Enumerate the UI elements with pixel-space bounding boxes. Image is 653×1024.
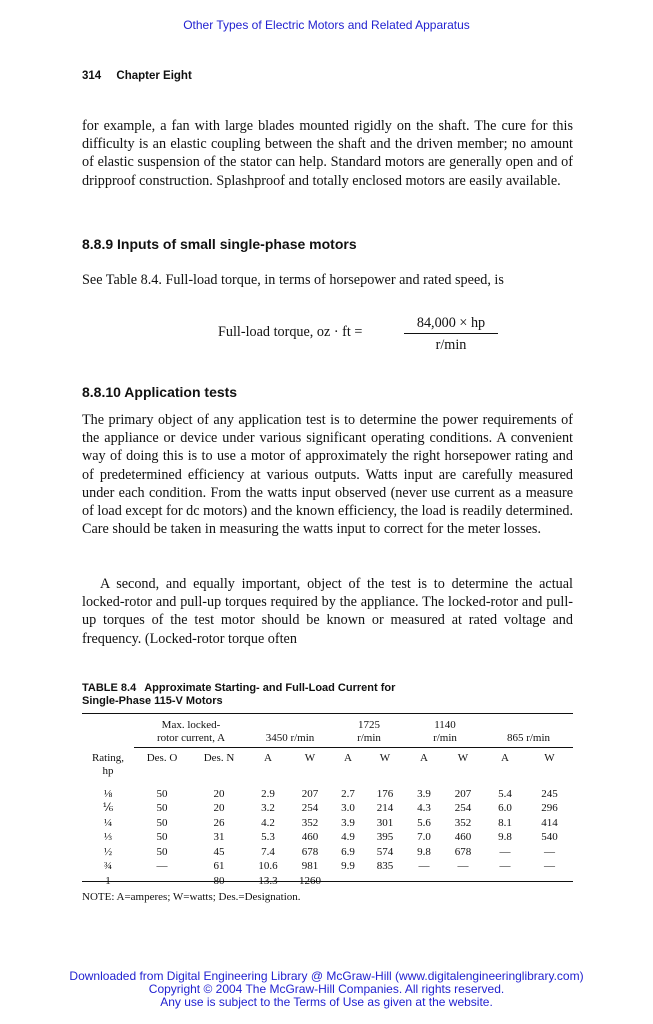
table-cell: 678 (301, 845, 319, 858)
table-cell: 9.8 (417, 845, 431, 858)
rating-cell: ⅛ (103, 787, 113, 800)
page-number: 314 (82, 70, 102, 82)
header-des-n: Des. N (190, 748, 248, 766)
table-cell: 7.4 (261, 845, 275, 858)
header-1140-w: W (442, 748, 484, 766)
table-caption (82, 682, 395, 708)
table-cell: 20 (213, 802, 225, 815)
table-cell: — (379, 874, 391, 887)
table-cell: — (499, 874, 511, 887)
table-cell: 678 (454, 845, 472, 858)
table-cell: — (499, 845, 511, 858)
header-row-3 (82, 748, 573, 766)
header-1725-w: W (364, 748, 406, 766)
header-865-a: A (484, 748, 526, 766)
header-865-w: W (526, 748, 573, 766)
table-cell: 45 (213, 845, 225, 858)
table-cell: 540 (541, 831, 558, 844)
table-cell: 26 (213, 816, 225, 829)
footer-terms-link[interactable]: Any use is subject to the Terms of Use as given at the website. (160, 995, 493, 1009)
table-cell: 835 (376, 860, 394, 873)
table-cell: — (457, 860, 469, 873)
table-cell: 50 (156, 845, 168, 858)
section-heading-8-8-10: 8.8.10 Application tests (82, 384, 238, 400)
table-cell: 5.4 (498, 787, 512, 800)
table-cell: 214 (376, 802, 394, 815)
table-cell: 245 (541, 787, 558, 800)
table-row (82, 781, 573, 802)
header-1725-a: A (332, 748, 364, 766)
header-row-2 (82, 732, 573, 748)
rating-cell: ¾ (103, 860, 113, 873)
rating-cell: ½ (103, 845, 113, 858)
table-cell: 31 (213, 831, 225, 844)
table-cell: 2.7 (341, 787, 355, 800)
header-3450-a: A (248, 748, 288, 766)
table-cell: 3.0 (341, 802, 355, 815)
table-cell: 4.2 (261, 816, 275, 829)
rating-cell: 1 (105, 874, 111, 887)
table-cell: 301 (376, 816, 394, 829)
table-cell: 254 (454, 802, 472, 815)
header-865: 865 r/min (506, 732, 551, 744)
header-1725-line1: 1725 (358, 719, 380, 731)
table-row (82, 816, 573, 831)
table-cell: 3.2 (261, 802, 275, 815)
table-cell: — (499, 860, 511, 873)
formula-denominator: r/min (435, 337, 467, 353)
table-cell: 5.3 (261, 831, 275, 844)
paragraph-8-8-10-a: The primary object of any application test is to determine the power requirements of the appliance or device under various significant operating conditions. A convenient way of doing this is to use a motor of approximately the right horsepower rating and of predetermined efficiency at various outputs. Watts input are carefully measured under each condition. From the watts input observed (never use current as a measure of load except for dc motors) and the known efficiency, the load is readily determined. Care should be taken in measuring the watts input to correct for the meter losses. (82, 412, 573, 538)
table-cell: 352 (301, 816, 319, 829)
table-title-line1: Approximate Starting- and Full-Load Current for (144, 682, 396, 694)
table-cell: 207 (454, 787, 472, 800)
table-bottom-rule (82, 881, 573, 882)
table-cell: — (156, 860, 168, 873)
formula-fraction (404, 313, 498, 354)
table-cell: 5.6 (417, 816, 431, 829)
table-cell: — (156, 874, 168, 887)
table-cell: 9.9 (341, 860, 355, 873)
rating-cell: ⅓ (103, 831, 113, 844)
table-body (82, 781, 573, 889)
table-cell: — (418, 874, 430, 887)
table-cell: 20 (213, 787, 225, 800)
header-3450: 3450 r/min (265, 732, 315, 744)
running-title-link[interactable]: Other Types of Electric Motors and Related Apparatus (183, 18, 470, 32)
table-cell: 207 (301, 787, 319, 800)
table-cell: 4.9 (341, 831, 355, 844)
table-cell: 3.9 (417, 787, 431, 800)
table-cell: 7.0 (417, 831, 431, 844)
table-cell: 254 (301, 802, 319, 815)
formula-lhs: Full-load torque, oz · ft = (218, 324, 363, 340)
table-row (82, 802, 573, 817)
table-cell: 460 (301, 831, 319, 844)
table-cell: 981 (301, 860, 319, 873)
paragraph-8-8-10-b: A second, and equally important, object of the test is to determine the actual locked-rotor and pull-up torques required by the appliance. The locked-rotor and pull-up torques of the test motor should be known or measured at rated voltage and frequency. (Locked-rotor torque often (82, 576, 573, 647)
footer (0, 970, 653, 1009)
table-cell: 50 (156, 802, 168, 815)
table-cell: 8.1 (498, 816, 512, 829)
table-row (82, 831, 573, 846)
page-header (82, 70, 192, 82)
table-cell: 296 (541, 802, 558, 815)
table-cell: — (457, 874, 469, 887)
table-cell: 6.0 (498, 802, 512, 815)
table-cell: 6.9 (341, 845, 355, 858)
current-table (82, 713, 573, 889)
table-cell: 395 (376, 831, 394, 844)
header-rating-line2: hp (102, 765, 114, 777)
table-cell: — (544, 845, 555, 858)
header-1140-a: A (406, 748, 442, 766)
header-locked-line2: rotor current, A (156, 732, 226, 744)
paragraph-intro: for example, a fan with large blades mounted rigidly on the shaft. The cure for this difficulty is an elastic coupling between the shaft and the driven member; no amount of elastic suspension of the stator can help. Standard motors are generally open and of dripproof construction. Splashproof and totally enclosed motors are easily available. (82, 118, 573, 189)
table-cell: 50 (156, 816, 168, 829)
table-cell: 13.3 (258, 874, 278, 887)
header-1140-line2: r/min (433, 732, 457, 744)
footer-download-link[interactable]: Downloaded from Digital Engineering Library @ McGraw-Hill (www.digitalengineeringlibrary.com) (69, 969, 584, 983)
table-cell: — (342, 874, 354, 887)
table-cell: 460 (454, 831, 472, 844)
chapter-label: Chapter Eight (116, 70, 192, 82)
table-note: NOTE: A=amperes; W=watts; Des.=Designation. (82, 891, 301, 903)
table-cell: 4.3 (417, 802, 431, 815)
table-cell: 176 (376, 787, 394, 800)
table-cell: — (418, 860, 430, 873)
header-row-4 (82, 765, 573, 781)
table-label: TABLE 8.4 (82, 682, 137, 694)
paragraph-8-8-9: See Table 8.4. Full-load torque, in terms of horsepower and rated speed, is (82, 272, 504, 288)
table-cell: 61 (213, 860, 225, 873)
table-row (82, 860, 573, 875)
table-cell: 50 (156, 831, 168, 844)
header-row-1 (82, 719, 573, 732)
table-cell: — (544, 860, 555, 873)
table-cell: — (544, 874, 555, 887)
header-rating-line1: Rating, (91, 752, 125, 764)
table-cell: 1260 (299, 874, 321, 887)
table-cell: 10.6 (258, 860, 278, 873)
table-cell: 50 (156, 787, 168, 800)
header-3450-w: W (288, 748, 332, 766)
header-1140-line1: 1140 (434, 719, 456, 731)
table-cell: 80 (213, 874, 225, 887)
rating-cell: ¼ (103, 816, 113, 829)
table-cell: 2.9 (261, 787, 275, 800)
table-cell: 414 (541, 816, 558, 829)
table-cell: 574 (376, 845, 394, 858)
rating-cell: ⅙ (102, 802, 114, 815)
header-locked-line1: Max. locked- (161, 719, 221, 731)
section-heading-8-8-9: 8.8.9 Inputs of small single-phase motors (82, 236, 357, 252)
table-cell: 3.9 (341, 816, 355, 829)
table-row (82, 845, 573, 860)
header-1725-line2: r/min (357, 732, 381, 744)
formula-numerator: 84,000 × hp (416, 315, 486, 331)
footer-copyright[interactable]: Copyright © 2004 The McGraw-Hill Companies. All rights reserved. (148, 982, 505, 996)
table-cell: 352 (454, 816, 472, 829)
table-title-line2: Single-Phase 115-V Motors (82, 695, 223, 707)
header-rating (82, 732, 134, 765)
table-cell: 9.8 (498, 831, 512, 844)
header-des-o: Des. O (134, 748, 190, 766)
